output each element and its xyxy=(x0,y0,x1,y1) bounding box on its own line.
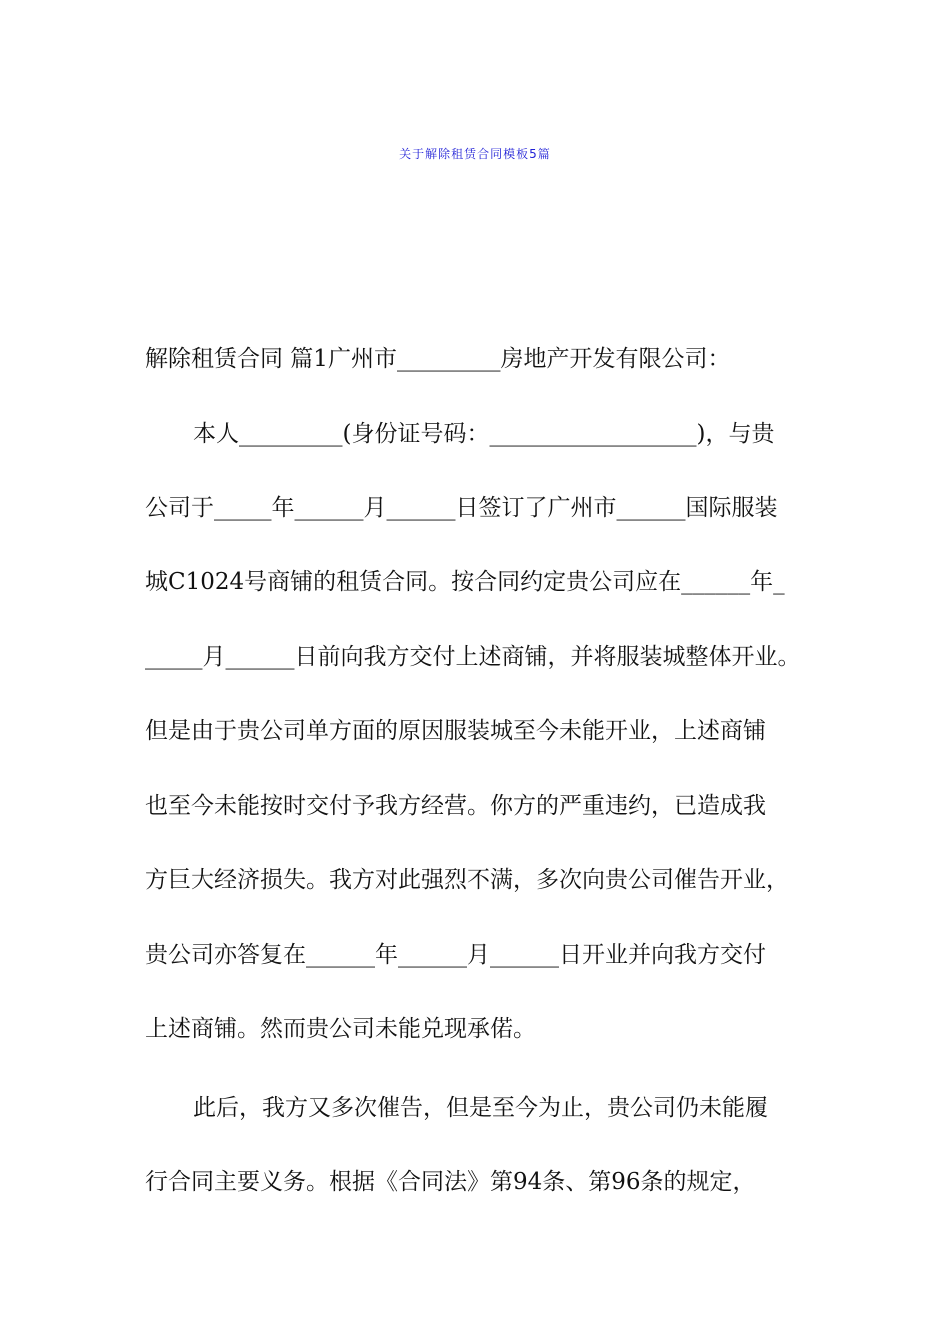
paragraph-line-12: 行合同主要义务。根据《合同法》第94条、第96条的规定， xyxy=(145,1169,756,1195)
paragraph-line-5: _____月______日前向我方交付上述商铺，并将服装城整体开业。 xyxy=(145,644,801,670)
paragraph-line-4: 城C1024号商铺的租赁合同。按合同约定贵公司应在______年_ xyxy=(145,569,785,595)
paragraph-line-11: 此后，我方又多次催告，但是至今为止，贵公司仍未能履 xyxy=(193,1095,768,1121)
paragraph-line-7: 也至今未能按时交付予我方经营。你方的严重违约，已造成我 xyxy=(145,793,766,819)
paragraph-line-10: 上述商铺。然而贵公司未能兑现承偌。 xyxy=(145,1016,536,1042)
document-title: 关于解除租赁合同模板5篇 xyxy=(399,147,551,161)
paragraph-line-3: 公司于_____年______月______日签订了广州市______国际服装 xyxy=(145,495,778,521)
paragraph-line-2: 本人_________(身份证号码：__________________)，与贵 xyxy=(193,421,775,447)
paragraph-line-6: 但是由于贵公司单方面的原因服装城至今未能开业，上述商铺 xyxy=(145,718,766,744)
paragraph-line-9: 贵公司亦答复在______年______月______日开业并向我方交付 xyxy=(145,942,766,968)
paragraph-line-8: 方巨大经济损失。我方对此强烈不满，多次向贵公司催告开业， xyxy=(145,867,789,893)
paragraph-line-1: 解除租赁合同 篇1广州市_________房地产开发有限公司： xyxy=(145,346,731,372)
